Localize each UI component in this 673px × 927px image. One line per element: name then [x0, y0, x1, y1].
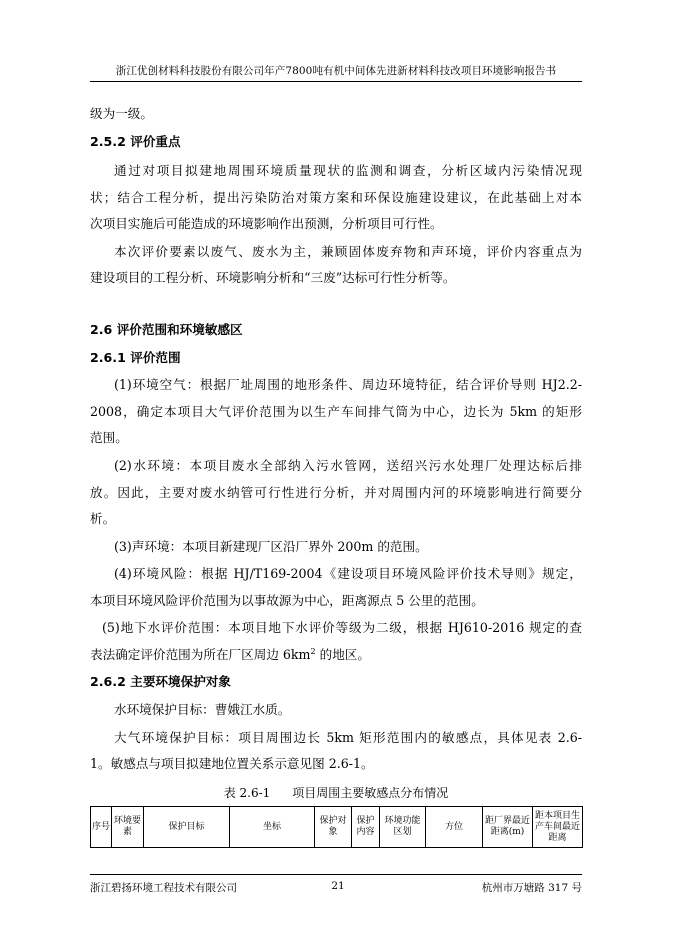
section-heading-2-6-2: 2.6.2 主要环境保护对象	[90, 674, 231, 689]
page-number: 21	[331, 880, 345, 892]
running-header: 浙江优创材料科技股份有限公司年产7800吨有机中间体先进新材料科技改项目环境影响报告书	[115, 65, 557, 77]
paragraph-line: 大气环境保护目标：项目周围边长 5km 矩形范围内的敏感点，具体见表 2.6-	[114, 730, 582, 745]
paragraph-line: 析。	[90, 511, 116, 526]
paragraph-line: 1。敏感点与项目拟建地位置关系示意见图 2.6-1。	[90, 756, 374, 771]
section-heading-2-6-1: 2.6.1 评价范围	[90, 350, 181, 365]
footer-company: 浙江碧扬环境工程技术有限公司	[90, 882, 237, 894]
paragraph-line: 水环境保护目标：曹娥江水质。	[114, 702, 291, 717]
text-run: 表法确定评价范围为所在厂区周边 6km	[90, 647, 311, 662]
footer-address: 杭州市万塘路 317 号	[481, 882, 582, 894]
paragraph-line: 建设项目的工程分析、环境影响分析和“三废”达标可行性分析等。	[90, 270, 456, 285]
paragraph-line: 状；结合工程分析，提出污染防治对策方案和环保设施建设建议，在此基础上对本	[90, 190, 582, 205]
col-header-index: 序号	[91, 807, 112, 848]
table-caption	[90, 784, 582, 801]
table-number: 表 2.6-1	[223, 786, 271, 800]
paragraph-line: 放。因此，主要对废水纳管可行性进行分析，并对周围内河的环境影响进行简要分	[90, 485, 582, 500]
paragraph-line: 次项目实施后可能造成的环境影响作出预测，分析项目可行性。	[90, 216, 443, 231]
col-header-content: 保护内容	[352, 807, 380, 848]
col-header-direction: 方位	[426, 807, 483, 848]
col-header-workshop-distance: 距本项目生产车间最近距离	[533, 807, 583, 848]
col-header-object: 保护对象	[315, 807, 352, 848]
paragraph-line: (5)地下水评价范围：本项目地下水评价等级为二级，根据 HJ610-2016 规定的查	[102, 620, 582, 635]
paragraph-line: 本次评价要素以废气、废水为主，兼顾固体废弃物和声环境，评价内容重点为	[114, 244, 582, 259]
col-header-element: 环境要素	[112, 807, 144, 848]
paragraph-line: 级为一级。	[90, 106, 153, 121]
paragraph-line: (2)水环境：本项目废水全部纳入污水管网，送绍兴污水处理厂处理达标后排	[114, 458, 582, 473]
header-rule	[90, 81, 582, 82]
paragraph-line: 本项目环境风险评价范围为以事故源为中心，距离源点 5 公里的范围。	[90, 593, 484, 608]
col-header-boundary-distance: 距厂界最近距离(m)	[483, 807, 533, 848]
paragraph-line: 范围。	[90, 430, 128, 445]
paragraph-line: (3)声环境：本项目新建现厂区沿厂界外 200m 的范围。	[114, 539, 428, 554]
superscript: 2	[310, 646, 316, 656]
paragraph-line: 通过对项目拟建地周围环境质量现状的监测和调查，分析区域内污染情况现	[114, 163, 582, 178]
sensitive-points-table	[90, 806, 583, 848]
col-header-coordinates: 坐标	[230, 807, 315, 848]
paragraph-line: 2008，确定本项目大气评价范围为以生产车间排气筒为中心，边长为 5km 的矩形	[90, 404, 582, 419]
table-title: 项目周围主要敏感点分布情况	[292, 786, 449, 800]
footer-rule	[90, 874, 582, 875]
paragraph-line	[90, 647, 582, 663]
col-header-target: 保护目标	[144, 807, 230, 848]
paragraph-line: (4)环境风险：根据 HJ/T169-2004《建设项目环境风险评价技术导则》规定，	[114, 566, 582, 581]
text-run: 的地区。	[315, 647, 370, 662]
col-header-function-zone: 环境功能区划	[380, 807, 426, 848]
paragraph-line: (1)环境空气：根据厂址周围的地形条件、周边环境特征，结合评价导则 HJ2.2-	[114, 377, 582, 392]
section-heading-2-5-2: 2.5.2 评价重点	[90, 134, 181, 149]
section-heading-2-6: 2.6 评价范围和环境敏感区	[90, 322, 243, 337]
table-header-row	[91, 807, 583, 848]
